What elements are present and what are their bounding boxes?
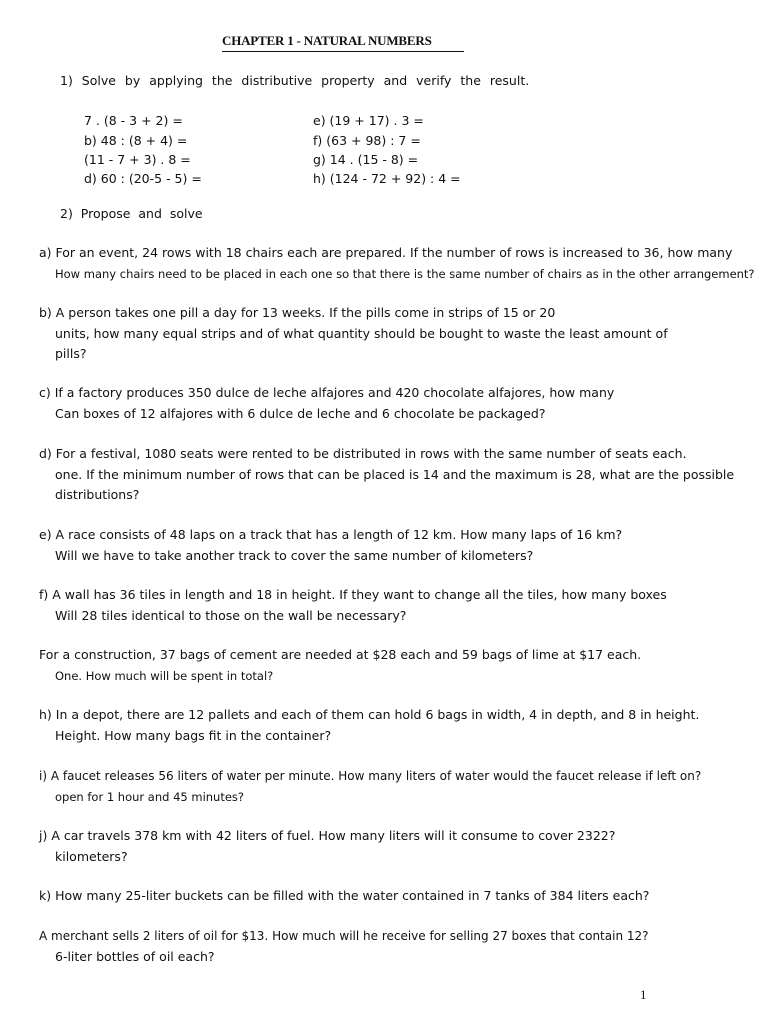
problem-d: [39, 444, 759, 506]
problem-j-line-2: kilometers?: [55, 848, 128, 864]
problem-a-line-1: a) For an event, 24 rows with 18 chairs each are prepared. If the number of rows is increased to 36, how many: [39, 245, 733, 260]
problem-b-line-3: pills?: [55, 346, 87, 361]
problem-l: [39, 926, 759, 967]
problem-d-line-3: distributions?: [55, 487, 140, 502]
problem-f-line-2: Will 28 tiles identical to those on the wall be necessary?: [55, 607, 407, 623]
problem-g: [39, 645, 759, 686]
problem-h-line-2: Height. How many bags fit in the container?: [55, 727, 332, 743]
problem-k-line-1: k) How many 25-liter buckets can be filled with the water contained in 7 tanks of 384 liters each?: [39, 888, 650, 903]
problem-k: [39, 886, 759, 907]
problem-c-line-2: Can boxes of 12 alfajores with 6 dulce de leche and 6 chocolate be packaged?: [55, 405, 546, 421]
problem-c: [39, 383, 759, 424]
problem-i-line-2: open for 1 hour and 45 minutes?: [55, 789, 245, 804]
page-number: 1: [640, 987, 647, 1002]
problem-b: [39, 303, 759, 365]
exercise-b: b) 48 : (8 + 4) =: [84, 133, 188, 148]
problem-a-line-2: How many chairs need to be placed in each one so that there is the same number of chairs as in the other arrangement?: [55, 266, 755, 281]
problem-g-line-2: One. How much will be spent in total?: [55, 668, 274, 683]
problem-h: [39, 705, 759, 746]
problem-c-line-1: c) If a factory produces 350 dulce de leche alfajores and 420 chocolate alfajores, how many: [39, 385, 615, 400]
problem-b-line-1: b) A person takes one pill a day for 13 weeks. If the pills come in strips of 15 or 20: [39, 305, 556, 320]
problem-i: [39, 766, 759, 807]
section-2-heading: 2) Propose and solve: [60, 206, 203, 221]
exercise-e: e) (19 + 17) . 3 =: [313, 113, 424, 128]
exercise-d: d) 60 : (20-5 - 5) =: [84, 171, 202, 186]
problem-h-line-1: h) In a depot, there are 12 pallets and each of them can hold 6 bags in width, 4 in depth, and 8 in height.: [39, 707, 700, 722]
exercise-f: f) (63 + 98) : 7 =: [313, 133, 421, 148]
exercise-g: g) 14 . (15 - 8) =: [313, 152, 419, 167]
problem-l-line-2: 6-liter bottles of oil each?: [55, 948, 215, 964]
problem-d-line-2: one. If the minimum number of rows that can be placed is 14 and the maximum is 28, what are the possible: [55, 466, 735, 482]
exercise-c: (11 - 7 + 3) . 8 =: [84, 152, 191, 167]
exercise-h: h) (124 - 72 + 92) : 4 =: [313, 171, 461, 186]
problem-e-line-2: Will we have to take another track to cover the same number of kilometers?: [55, 547, 534, 563]
problem-f-line-1: f) A wall has 36 tiles in length and 18 in height. If they want to change all the tiles, how many boxes: [39, 587, 667, 602]
problem-b-line-2: units, how many equal strips and of what quantity should be bought to waste the least amount of: [55, 325, 668, 341]
problem-e-line-1: e) A race consists of 48 laps on a track that has a length of 12 km. How many laps of 16 km?: [39, 527, 623, 542]
page-title: CHAPTER 1 - NATURAL NUMBERS: [222, 33, 464, 52]
problem-a: [39, 243, 759, 284]
section-1-heading: 1) Solve by applying the distributive property and verify the result.: [60, 73, 530, 88]
problem-j-line-1: j) A car travels 378 km with 42 liters of fuel. How many liters will it consume to cover 2322?: [39, 828, 616, 843]
problem-g-line-1: For a construction, 37 bags of cement are needed at $28 each and 59 bags of lime at $17 each.: [39, 647, 642, 662]
problem-j: [39, 826, 759, 867]
problem-d-line-1: d) For a festival, 1080 seats were rented to be distributed in rows with the same number of seats each.: [39, 446, 687, 461]
problem-e: [39, 525, 759, 566]
problem-f: [39, 585, 759, 626]
exercise-a: 7 . (8 - 3 + 2) =: [84, 113, 183, 128]
problem-i-line-1: i) A faucet releases 56 liters of water per minute. How many liters of water would the faucet release if left on?: [39, 769, 702, 783]
problem-l-line-1: A merchant sells 2 liters of oil for $13. How much will he receive for selling 27 boxes that contain 12?: [39, 929, 649, 943]
